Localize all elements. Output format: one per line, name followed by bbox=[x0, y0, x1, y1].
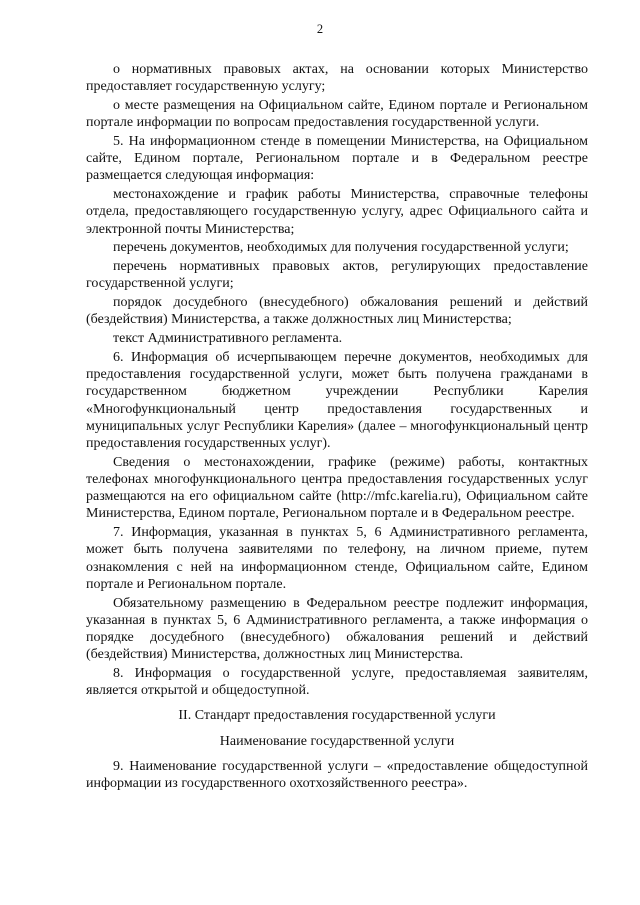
paragraph-federal-register: Обязательному размещению в Федеральном реестре подлежит информация, указанная в пунктах 5, 6 Административного регламента, а также информация о порядке досудебного (внесудебного) обжалования решений и действий (бездействия) Министерства, должностных лиц Министерства. bbox=[86, 595, 588, 663]
paragraph-item-8: 8. Информация о государственной услуге, предоставляемая заявителям, является открытой и общедоступной. bbox=[86, 666, 588, 699]
paragraph-item-7: 7. Информация, указанная в пунктах 5, 6 Административного регламента, может быть получена заявителями по телефону, на личном приеме, путем ознакомления с ней на информационном стенде, Официальном сайте, Едином портале и Региональном портале. bbox=[86, 525, 588, 592]
document-body bbox=[86, 61, 588, 794]
page-number: 2 bbox=[316, 22, 324, 36]
paragraph-location-schedule: местонахождение и график работы Министерства, справочные телефоны отдела, предоставляющего государственную услугу, адрес Официального сайта и электронной почты Министерства; bbox=[86, 187, 588, 237]
paragraph-item-6: 6. Информация об исчерпывающем перечне документов, необходимых для предоставления государственной услуги, может быть получена гражданами в государственном бюджетном учреждении Республики Карелия «Многофункциональный центр предоставления государственных и муниципальных услуг Республики Карелия» (далее – многофункциональный центр предоставления государственных услуг). bbox=[86, 350, 588, 452]
subsection-heading: Наименование государственной услуги bbox=[219, 733, 455, 749]
paragraph-item-9: 9. Наименование государственной услуги – «предоставление общедоступной информации из государственного охотхозяйственного реестра». bbox=[86, 758, 588, 792]
paragraph-regulation-text: текст Административного регламента. bbox=[113, 331, 343, 347]
paragraph-legal-acts-list: перечень нормативных правовых актов, регулирующих предоставление государственной услуги; bbox=[86, 259, 588, 292]
paragraph-documents-list: перечень документов, необходимых для получения государственной услуги; bbox=[113, 240, 569, 256]
paragraph-placement-info: о месте размещения на Официальном сайте, Едином портале и Региональном портале информации по вопросам предоставления государственной услуги. bbox=[86, 98, 588, 131]
paragraph-mfc-details: Сведения о местонахождении, графике (режиме) работы, контактных телефонах многофункционального центра предоставления государственных услуг размещаются на его официальном сайте (http://mfc.karelia.ru), Официальном сайте Министерства, Едином портале, Региональном портале и в Федеральном реестре. bbox=[86, 454, 588, 522]
paragraph-normative-acts: о нормативных правовых актах, на основании которых Министерство предоставляет государственную услугу; bbox=[86, 62, 588, 95]
section-heading: II. Стандарт предоставления государственной услуги bbox=[178, 708, 496, 724]
paragraph-item-5: 5. На информационном стенде в помещении Министерства, на Официальном сайте, Едином портале, Региональном портале и в Федеральном реестре размещается следующая информация: bbox=[86, 134, 588, 184]
paragraph-appeal-procedure: порядок досудебного (внесудебного) обжалования решений и действий (бездействия) Министерства, а также должностных лиц Министерства; bbox=[86, 295, 588, 328]
